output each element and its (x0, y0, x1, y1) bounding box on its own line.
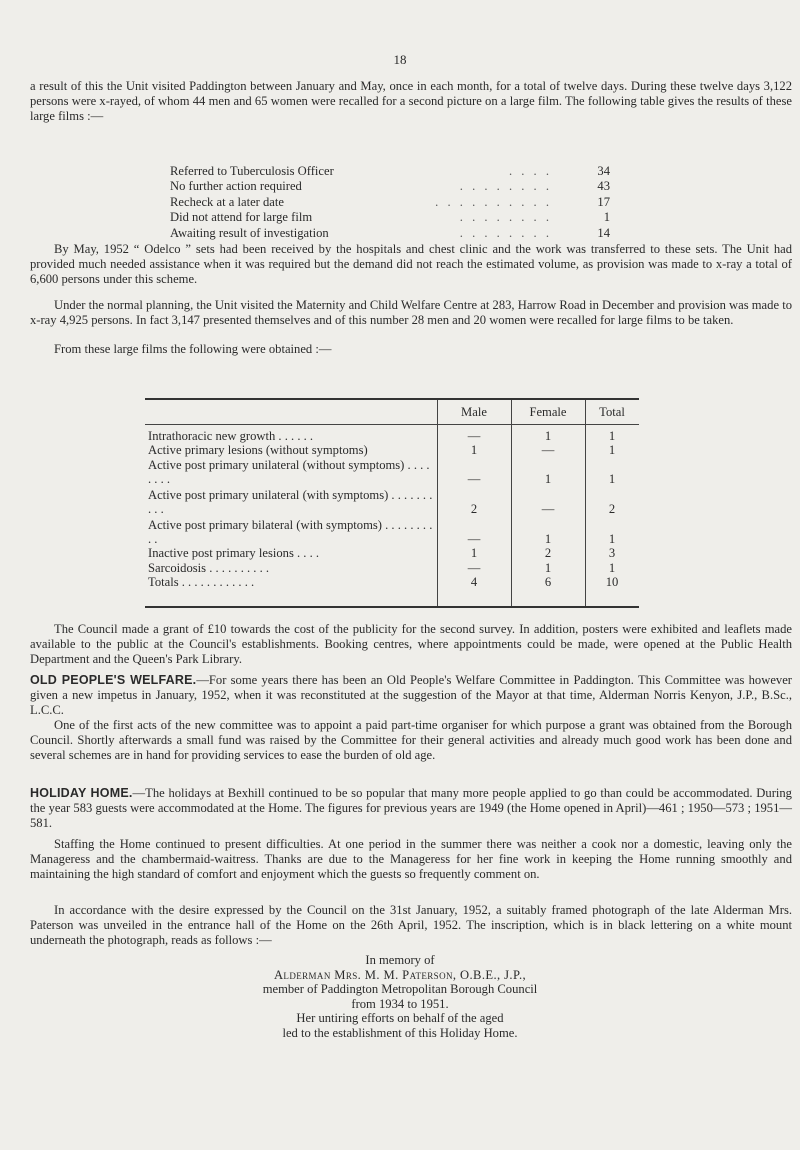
header-total: Total (599, 405, 625, 419)
cell-total: 1 (608, 429, 616, 443)
result-value: 43 (597, 179, 610, 194)
row-label-totals: Totals . . . . . . . . . . . . (148, 575, 255, 589)
list-item (170, 195, 610, 210)
cell-total: 10 (605, 575, 619, 589)
inscription-line: In memory of (365, 953, 435, 967)
list-item (170, 226, 610, 241)
cell-male: — (467, 532, 481, 546)
result-label: Recheck at a later date (170, 194, 284, 209)
inscription-line: led to the establishment of this Holiday Home. (282, 1025, 518, 1040)
row-label: Active post primary unilateral (with symptoms) . . . . . . . . . . (148, 488, 433, 517)
result-value: 34 (597, 164, 610, 178)
section-text: —For some years there has been an Old People's Welfare Committee in Paddington. This Committee was however given a new impetus in January, 1952, when it was reconstituted at the suggestion of the Mayor at that time, Alderman Norris Kenyon, J.P., B.Sc., L.C.C. (30, 673, 792, 718)
header-male: Male (461, 405, 487, 419)
results-table (145, 398, 639, 608)
staffing-paragraph: Staffing the Home continued to present difficulties. At one period in the summer there was neither a cook nor a domestic, leaving only the Manageress and the chambermaid-waitress. Thanks are due to the Manageress for her fine work in keeping the Home running smoothly and maintaining the high standard of comfort and enjoyment which the guests so frequently comment on. (30, 837, 792, 882)
cell-female: 1 (544, 429, 552, 443)
results-list (170, 164, 610, 241)
result-label: Referred to Tuberculosis Officer (170, 164, 334, 178)
result-label: Did not attend for large film (170, 210, 313, 225)
inscription-line: Her untiring efforts on behalf of the aged (296, 1011, 504, 1026)
large-films-intro: From these large films the following were obtained :— (54, 342, 332, 356)
result-label: No further action required (170, 179, 302, 194)
cell-total: 1 (608, 561, 616, 575)
leader-dots: . . . . . . . . (459, 225, 552, 240)
first-acts-paragraph: One of the first acts of the new committee was to appoint a paid part-time organiser for which purpose a grant was obtained from the Borough Council. Shortly afterwards a small fund was raised by the Committee for their general activities and already much good work has been done and several schemes are in hand for providing services to ease the burden of old age. (30, 718, 792, 763)
cell-male: — (467, 561, 481, 575)
inscription-line: from 1934 to 1951. (351, 996, 449, 1011)
result-label: Awaiting result of investigation (170, 225, 329, 240)
inscription (0, 953, 800, 1041)
cell-female: 1 (544, 532, 552, 546)
leader-dots: . . . . (508, 164, 552, 178)
cell-male: 4 (470, 575, 478, 589)
cell-total: 1 (608, 472, 616, 486)
cell-male: 1 (470, 546, 478, 560)
cell-total: 1 (608, 532, 616, 546)
row-label: Active primary lesions (without symptoms) (148, 443, 368, 457)
cell-total: 2 (608, 502, 616, 516)
result-value: 14 (597, 225, 610, 240)
list-item (170, 164, 610, 179)
section-text: —The holidays at Bexhill continued to be so popular that many more people applied to go than could be accommodated. During the year 583 guests were accommodated at the Home. The figures for previous years are 1949 (the Home opened in April)—461 ; 1950—573 ; 1951—581. (30, 786, 792, 831)
list-item (170, 179, 610, 194)
section-heading: OLD PEOPLE'S WELFARE. (30, 673, 197, 687)
accordance-paragraph: In accordance with the desire expressed by the Council on the 31st January, 1952, a suitably framed photograph of the late Alderman Mrs. Paterson was unveiled in the entrance hall of the Home on the 26th April, 1952. The inscription, which is in black lettering on a white mount underneath the photograph, reads as follows :— (30, 903, 792, 948)
row-label: Intrathoracic new growth . . . . . . (148, 429, 314, 443)
result-value: 17 (597, 194, 610, 209)
cell-male: — (467, 472, 481, 486)
leader-dots: . . . . . . . . . . (435, 194, 552, 209)
list-item (170, 210, 610, 225)
row-label: Active post primary bilateral (with symptoms) . . . . . . . . . . (148, 518, 433, 547)
cell-female: — (541, 502, 555, 516)
maternity-paragraph: Under the normal planning, the Unit visited the Maternity and Child Welfare Centre at 283, Harrow Road in December and provision was made to x-ray 4,925 persons. In fact 3,147 presented themselves and of this number 28 men and 20 women were recalled for large films to be taken. (30, 298, 792, 328)
leader-dots: . . . . . . . . (459, 210, 552, 225)
cell-total: 1 (608, 443, 616, 457)
leader-dots: . . . . . . . . (459, 179, 552, 194)
holiday-paragraph (30, 786, 792, 832)
cell-male: 1 (470, 443, 478, 457)
page-number: 18 (393, 52, 407, 67)
row-label: Sarcoidosis . . . . . . . . . . (148, 561, 270, 575)
cell-female: 1 (544, 472, 552, 486)
cell-male: 2 (470, 502, 478, 516)
header-female: Female (529, 405, 567, 419)
old-people-paragraph (30, 673, 792, 719)
odelco-paragraph: By May, 1952 “ Odelco ” sets had been received by the hospitals and chest clinic and the work was transferred to these sets. The Unit had provided much needed assistance when it was required but the demand did not reach the estimated volume, as provision was made to x-ray a total of 6,600 persons under this scheme. (30, 242, 792, 287)
council-paragraph: The Council made a grant of £10 towards the cost of the publicity for the second survey. In addition, posters were exhibited and leaflets made available to the public at the Council's establishments. Booking centres, where appointments could be made, were opened at the Public Health Department and the Queen's Park Library. (30, 622, 792, 667)
row-label: Inactive post primary lesions . . . . (148, 546, 320, 560)
result-value: 1 (603, 210, 610, 225)
cell-female: 1 (544, 561, 552, 575)
cell-female: — (541, 443, 555, 457)
inscription-line: Alderman Mrs. M. M. Paterson, O.B.E., J.P., (273, 967, 527, 982)
inscription-line: member of Paddington Metropolitan Borough Council (262, 982, 538, 997)
section-heading: HOLIDAY HOME. (30, 786, 133, 800)
row-label: Active post primary unilateral (without symptoms) . . . . . . . . (148, 458, 430, 487)
cell-male: — (467, 429, 481, 443)
intro-paragraph: a result of this the Unit visited Paddington between January and May, once in each month, for a total of twelve days. During these twelve days 3,122 persons were x-rayed, of whom 44 men and 65 women were recalled for a second picture on a large film. The following table gives the results of these large films :— (30, 79, 792, 124)
cell-total: 3 (608, 546, 616, 560)
cell-female: 2 (544, 546, 552, 560)
cell-female: 6 (544, 575, 552, 589)
